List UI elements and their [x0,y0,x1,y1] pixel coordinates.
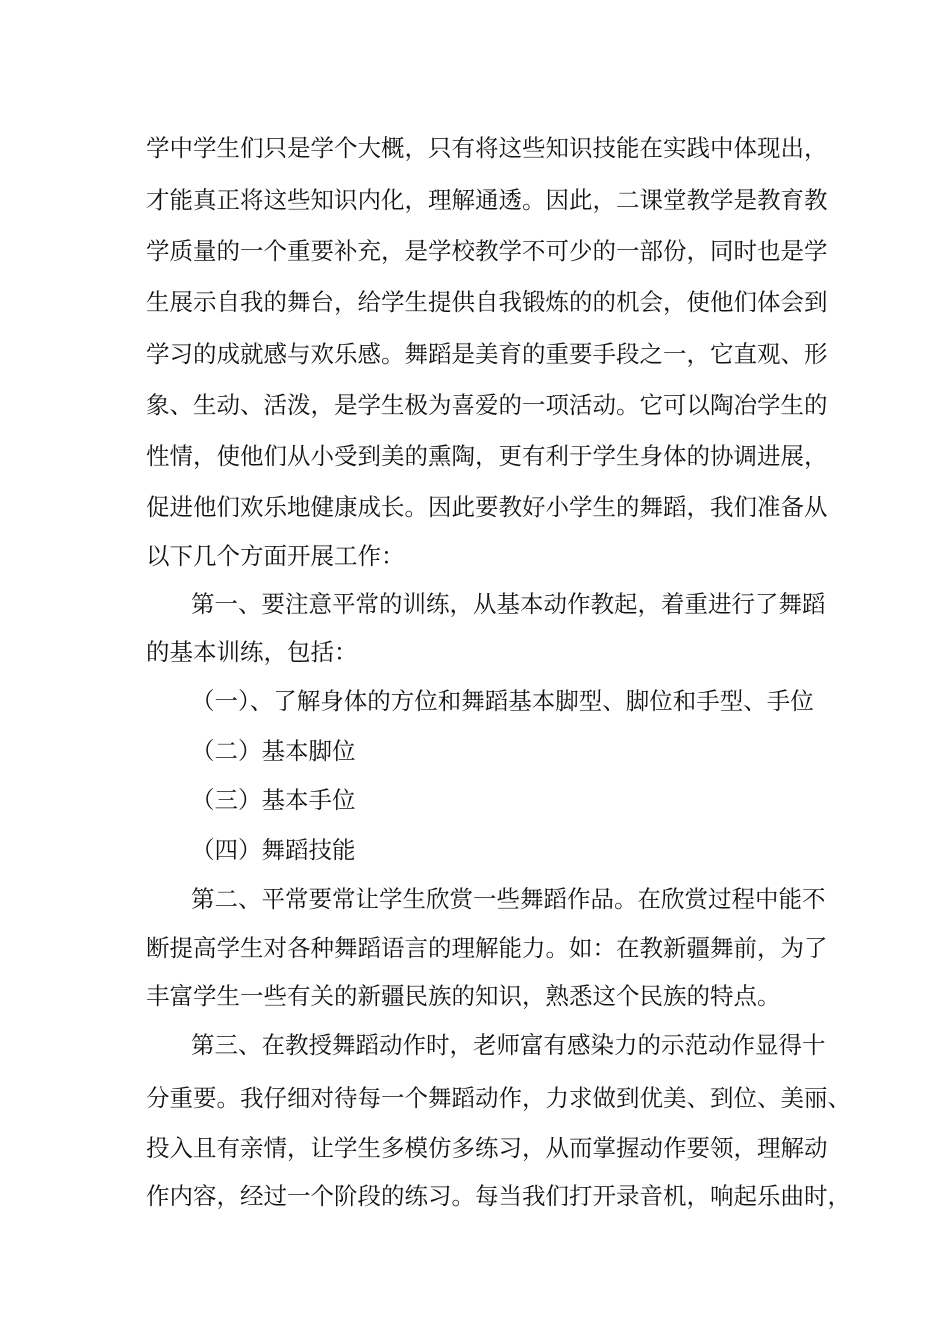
body-text-line: 分重要。我仔细对待每一个舞蹈动作，力求做到优美、到位、美丽、 [146,1084,851,1112]
list-item: （二）基本脚位 [191,737,356,765]
body-text-line: 作内容，经过一个阶段的练习。每当我们打开录音机，响起乐曲时， [146,1182,851,1210]
paragraph-first-line: 第二、平常要常让学生欣赏一些舞蹈作品。在欣赏过程中能不 [191,885,826,913]
body-text-line: 断提高学生对各种舞蹈语言的理解能力。如：在教新疆舞前，为了 [146,934,828,962]
body-text-line: 才能真正将这些知识内化，理解通透。因此，二课堂教学是教育教 [146,186,828,214]
body-text-line: 的基本训练，包括： [146,638,358,666]
body-text-line: 投入且有亲情，让学生多模仿多练习，从而掌握动作要领，理解动 [146,1134,828,1162]
paragraph-first-line: 第一、要注意平常的训练，从基本动作教起，着重进行了舞蹈 [191,590,826,618]
body-text-line: 促进他们欢乐地健康成长。因此要教好小学生的舞蹈，我们准备从 [146,493,828,521]
body-text-line: 学质量的一个重要补充，是学校教学不可少的一部份，同时也是学 [146,237,828,265]
list-item: （一）、了解身体的方位和舞蹈基本脚型、脚位和手型、手位 [191,687,814,715]
body-text-line: 学中学生们只是学个大概，只有将这些知识技能在实践中体现出， [146,134,828,162]
body-text-line: 学习的成就感与欢乐感。舞蹈是美育的重要手段之一，它直观、形 [146,340,828,368]
body-text-line: 丰富学生一些有关的新疆民族的知识，熟悉这个民族的特点。 [146,982,781,1010]
body-text-line: 生展示自我的舞台，给学生提供自我锻炼的的机会，使他们体会到 [146,288,828,316]
body-text-line: 性情，使他们从小受到美的熏陶，更有利于学生身体的协调进展， [146,442,828,470]
list-item: （三）基本手位 [191,786,356,814]
body-text-line: 以下几个方面开展工作： [146,542,405,570]
paragraph-first-line: 第三、在教授舞蹈动作时，老师富有感染力的示范动作显得十 [191,1031,826,1059]
body-text-line: 象、生动、活泼，是学生极为喜爱的一项活动。它可以陶冶学生的 [146,391,828,419]
list-item: （四）舞蹈技能 [191,836,356,864]
